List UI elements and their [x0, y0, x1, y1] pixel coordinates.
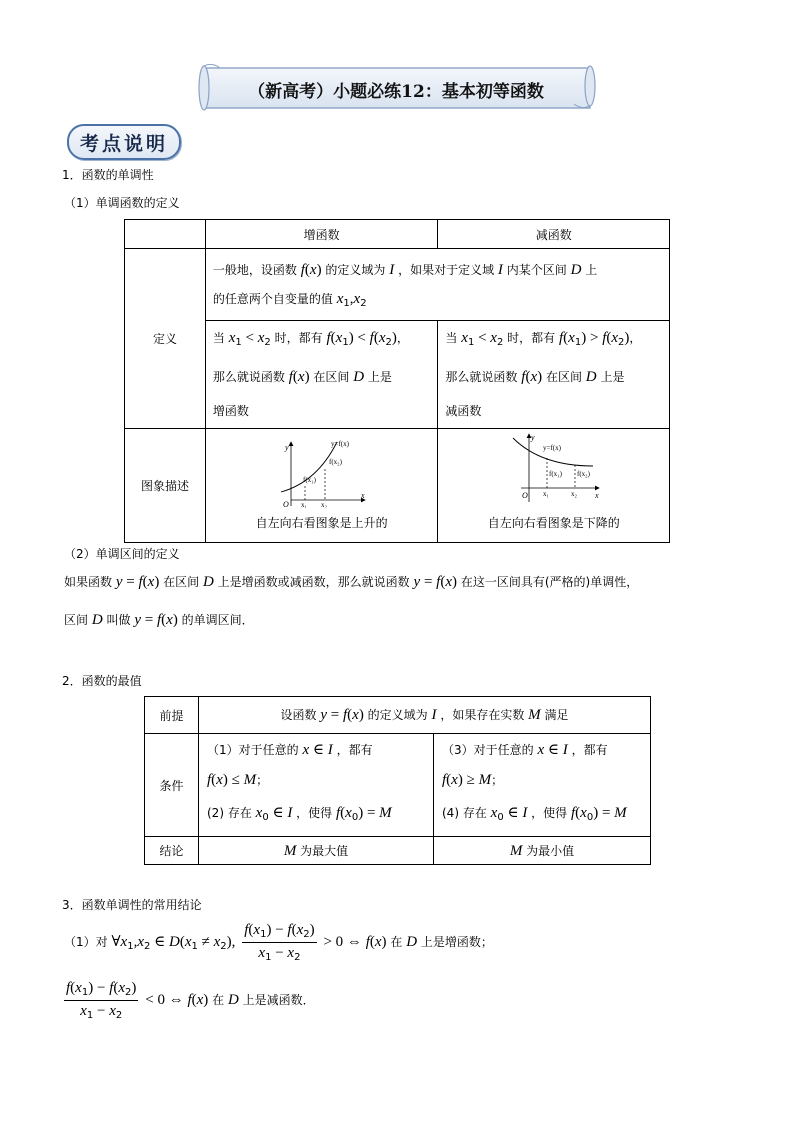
col-header-increasing: 增函数: [205, 220, 438, 249]
svg-text:f(x₂): f(x₂): [328, 458, 342, 466]
monotonic-definition-table: [124, 219, 670, 543]
conclusion-line-2: $\frac{f(x_1) - f(x_2)}{x_1 - x_2}$ < 0 ⇔ f(x) 在 D 上是减函数．: [66, 980, 315, 1021]
svg-text:y: y: [284, 443, 289, 452]
condition-max-cell: （1）对于任意的 x ∈ I ，都有 f(x) ≤ M； (2) 存在 $x_0$ ∈ I ，使得 $f(x_0) = M$: [199, 734, 434, 837]
monotonic-interval-paragraph-line2: 区间 D 叫做 y = f(x) 的单调区间．: [64, 612, 254, 628]
svg-text:f(x₁): f(x₁): [548, 470, 562, 478]
definition-increasing-cell: 当 $x_1 < x_2$ 时，都有 $f(x_1) < f(x_2)$， 那么就说函数 f(x) 在区间 D 上是 增函数: [205, 321, 438, 429]
row-header-condition: 条件: [145, 734, 199, 837]
section-3-heading: 3．函数单调性的常用结论: [62, 898, 202, 912]
decreasing-function-graph: [507, 432, 601, 504]
svg-text:O: O: [282, 500, 289, 508]
increasing-graph-cell: [205, 429, 438, 543]
svg-text:x₁: x₁: [300, 501, 307, 508]
page-title: （新高考）小题必练12：基本初等函数: [248, 82, 544, 102]
svg-text:x: x: [594, 491, 599, 500]
row-header-conclusion: 结论: [145, 837, 199, 865]
section-2-heading: 2．函数的最值: [62, 674, 142, 688]
section-1-sub1: （1）单调函数的定义: [64, 196, 180, 210]
conclusion-min-cell: M 为最小值: [434, 837, 651, 865]
row-header-graph: 图象描述: [125, 429, 206, 543]
increasing-graph-caption: 自左向右看图象是上升的: [255, 516, 388, 530]
section-1-sub2: （2）单调区间的定义: [64, 547, 180, 561]
decreasing-graph-cell: [438, 429, 670, 543]
row-header-definition: 定义: [125, 249, 206, 429]
svg-text:x₁: x₁: [542, 490, 549, 498]
definition-common-cell: 一般地，设函数 f(x) 的定义域为 I ，如果对于定义域 I 内某个区间 D 上 的任意两个自变量的值 $x_1,x_2$: [205, 249, 669, 321]
increasing-function-graph: [277, 436, 367, 508]
conclusion-line-1: （1）对 $\forall x_1,x_2$ ∈ $D(x_1 \ne x_2)$, $\frac{f(x_1) - f(x_2)}{x_1 - x_2}$ > 0 ⇔ f(x) 在 D 上是增函数；: [64, 922, 493, 963]
premise-cell: 设函数 y = f(x) 的定义域为 I ，如果存在实数 M 满足: [199, 697, 651, 734]
svg-text:f(x₂): f(x₂): [576, 470, 590, 478]
svg-text:y=f(x): y=f(x): [542, 444, 561, 452]
svg-text:x₂: x₂: [570, 490, 577, 498]
extremum-table: [144, 696, 651, 865]
row-header-premise: 前提: [145, 697, 199, 734]
col-header-decreasing: 减函数: [438, 220, 670, 249]
monotonic-interval-paragraph-line1: 如果函数 y = f(x) 在区间 D 上是增函数或减函数，那么就说函数 y = f(x) 在这一区间具有(严格的)单调性，: [64, 574, 639, 590]
section-badge-label: 考点说明: [79, 133, 168, 155]
svg-text:y: y: [530, 433, 535, 442]
condition-min-cell: （3）对于任意的 x ∈ I ，都有 f(x) ≥ M； (4) 存在 $x_0$ ∈ I ，使得 $f(x_0) = M$: [434, 734, 651, 837]
definition-decreasing-cell: 当 $x_1 < x_2$ 时，都有 $f(x_1) > f(x_2)$， 那么就说函数 f(x) 在区间 D 上是 减函数: [438, 321, 670, 429]
svg-text:f(x₁): f(x₁): [302, 476, 316, 484]
svg-text:x: x: [360, 491, 365, 500]
svg-text:x₂: x₂: [320, 501, 327, 508]
decreasing-graph-caption: 自左向右看图象是下降的: [487, 516, 620, 530]
svg-text:O: O: [521, 491, 528, 500]
section-1-heading: 1．函数的单调性: [62, 168, 154, 182]
svg-text:y=f(x): y=f(x): [330, 440, 349, 448]
conclusion-max-cell: M 为最大值: [199, 837, 434, 865]
